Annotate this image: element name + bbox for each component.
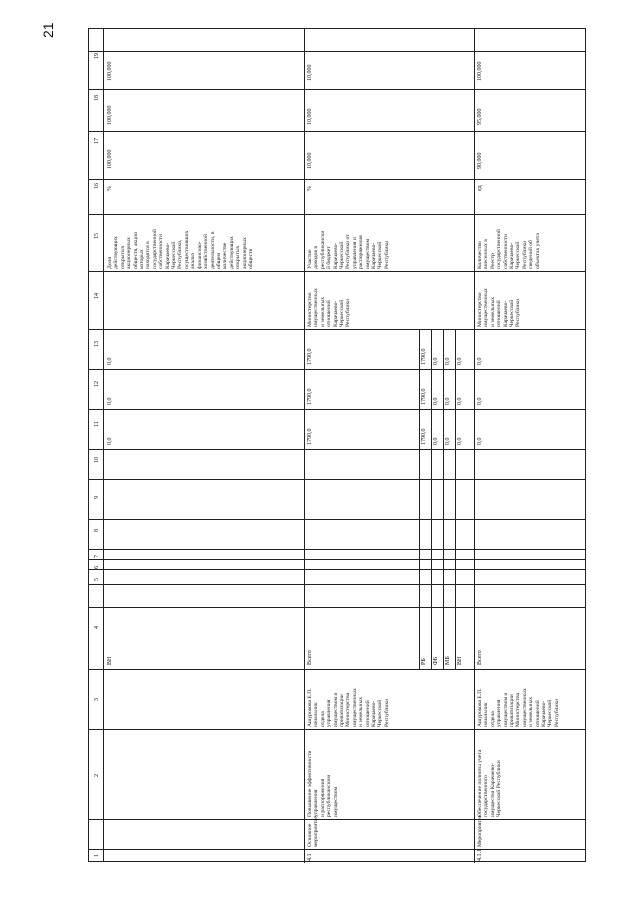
source-label: Всего [477,650,483,665]
col-number: 1 [94,854,100,857]
hline [89,569,585,570]
row-number: 4.1 [307,853,313,861]
col11-value: 1790,0 [307,428,313,445]
col-number: 5 [94,578,100,581]
source-label: ВН [107,656,113,665]
responsible-org: Министерство имущественных и земельных отношений Карачаево- Черкесской Республики [307,288,352,327]
hline [89,131,585,132]
hline [89,89,585,90]
col-number: 17 [94,138,100,144]
subrow-divider [443,329,444,669]
col-number: 13 [94,341,100,347]
col16-value: % [307,186,313,191]
hline [89,329,585,330]
hline [89,549,585,550]
col-number: 3 [94,698,100,701]
hline [89,849,585,850]
col12-value: 0,0 [107,397,113,405]
col13-value: 0,0 [457,357,463,365]
col11-value: 0,0 [477,437,483,445]
col17-value: 10,000 [307,152,313,169]
col-number: 2 [94,774,100,777]
col13-value: 0,0 [445,357,451,365]
rotated-table [88,28,586,862]
col-number: 7 [94,555,100,558]
col-number: 10 [94,457,100,463]
col-number: 4 [94,626,100,629]
measure-type: Мероприятие [477,814,483,847]
source-label: МБ [445,656,451,665]
hline [89,607,585,608]
hline [89,409,585,410]
col-number: 19 [94,53,100,59]
col-number: 15 [94,233,100,239]
hline [89,519,585,520]
hline [89,51,585,52]
col11-value: 0,0 [107,437,113,445]
hline [89,584,585,585]
hline [89,449,585,450]
col-number: 8 [94,529,100,532]
indicator-text: Доля действующих открытых акционерных обществ, акции которых находятся в государственной собственности Карачаево- Черкесской Республики, осуществивших анализ финансово- хозяйственной деятельности, в общем количестве действующих открытых акционерных обществ [107,229,254,269]
col13-value: 1790,0 [307,348,313,365]
subrow-divider [431,329,432,669]
col12-value: 0,0 [477,397,483,405]
hline [89,559,585,560]
col12-value: 1790,0 [421,388,427,405]
col19-value: 10,000 [307,64,313,81]
col12-value: 0,0 [445,397,451,405]
col18-value: 100,000 [107,105,113,125]
col18-value: 95,000 [477,108,483,125]
col13-value: 1790,0 [421,348,427,365]
col11-value: 0,0 [433,437,439,445]
indicator-text: Участие доходов в республикански й бюджет Карачаево- Черкесской Республики от управления и распоряжения имуществом Карачаево- Черкесской Республики [307,230,390,269]
col13-value: 0,0 [107,357,113,365]
source-label: РБ [421,658,427,665]
indicator-text: Количество внесенных в Реестр государственной собственности Карачаево- Черкесской Республики сведений об объектах учета [477,229,541,269]
col-number: 16 [94,183,100,189]
col16-value: ед [477,185,483,191]
col12-value: 1790,0 [307,388,313,405]
col13-value: 0,0 [477,357,483,365]
col19-value: 100,000 [107,61,113,81]
source-label: Всего [307,650,313,665]
hline [89,179,585,180]
hline [89,819,585,820]
column-number-strip [89,29,104,861]
measure-name: Обеспечение полноты учета государственного имущества Карачаево- Черкесской Республики [477,749,503,817]
col-number: 9 [94,496,100,499]
subrow-divider [419,329,420,669]
hline [89,479,585,480]
col19-value: 100,000 [477,61,483,81]
col-number: 11 [94,421,100,427]
col-number: 6 [94,566,100,569]
measure-name: Повышение эффективности управления и распоряжения республиканским имуществом [307,750,339,817]
executor-text: Ашурокова Е.П. начальник отдела управления имуществом и приватизации Министерства имущественных и земельных отношений Карачаево- Черкесской Республики [307,688,390,727]
measure-type: Основное мероприятие [307,816,320,847]
col-number: 14 [94,293,100,299]
hline [89,369,585,370]
col13-value: 0,0 [433,357,439,365]
col11-value: 0,0 [445,437,451,445]
col11-value: 1790,0 [421,428,427,445]
responsible-org: Министерство имущественных и земельных отношений Карачаево- Черкесской Республики [477,288,522,327]
col-number: 18 [94,95,100,101]
executor-text: Ашурокова Е.П. начальник отдела управления имуществом и приватизации Министерства имущественных и земельных отношений Карачаево- Черкесской Республики [477,688,560,727]
col11-value: 0,0 [457,437,463,445]
col16-value: % [107,186,113,191]
col12-value: 0,0 [457,397,463,405]
source-label: ФБ [433,656,439,665]
col18-value: 10,000 [307,108,313,125]
col17-value: 90,000 [477,152,483,169]
row-divider [304,29,305,863]
subrow-divider [455,329,456,669]
row-number: 4.1.1 [477,849,483,861]
source-label: ВН [457,656,463,665]
row-divider [474,29,475,863]
col17-value: 100,000 [107,149,113,169]
page-number: 21 [40,22,56,38]
col12-value: 0,0 [433,397,439,405]
col-number: 12 [94,381,100,387]
